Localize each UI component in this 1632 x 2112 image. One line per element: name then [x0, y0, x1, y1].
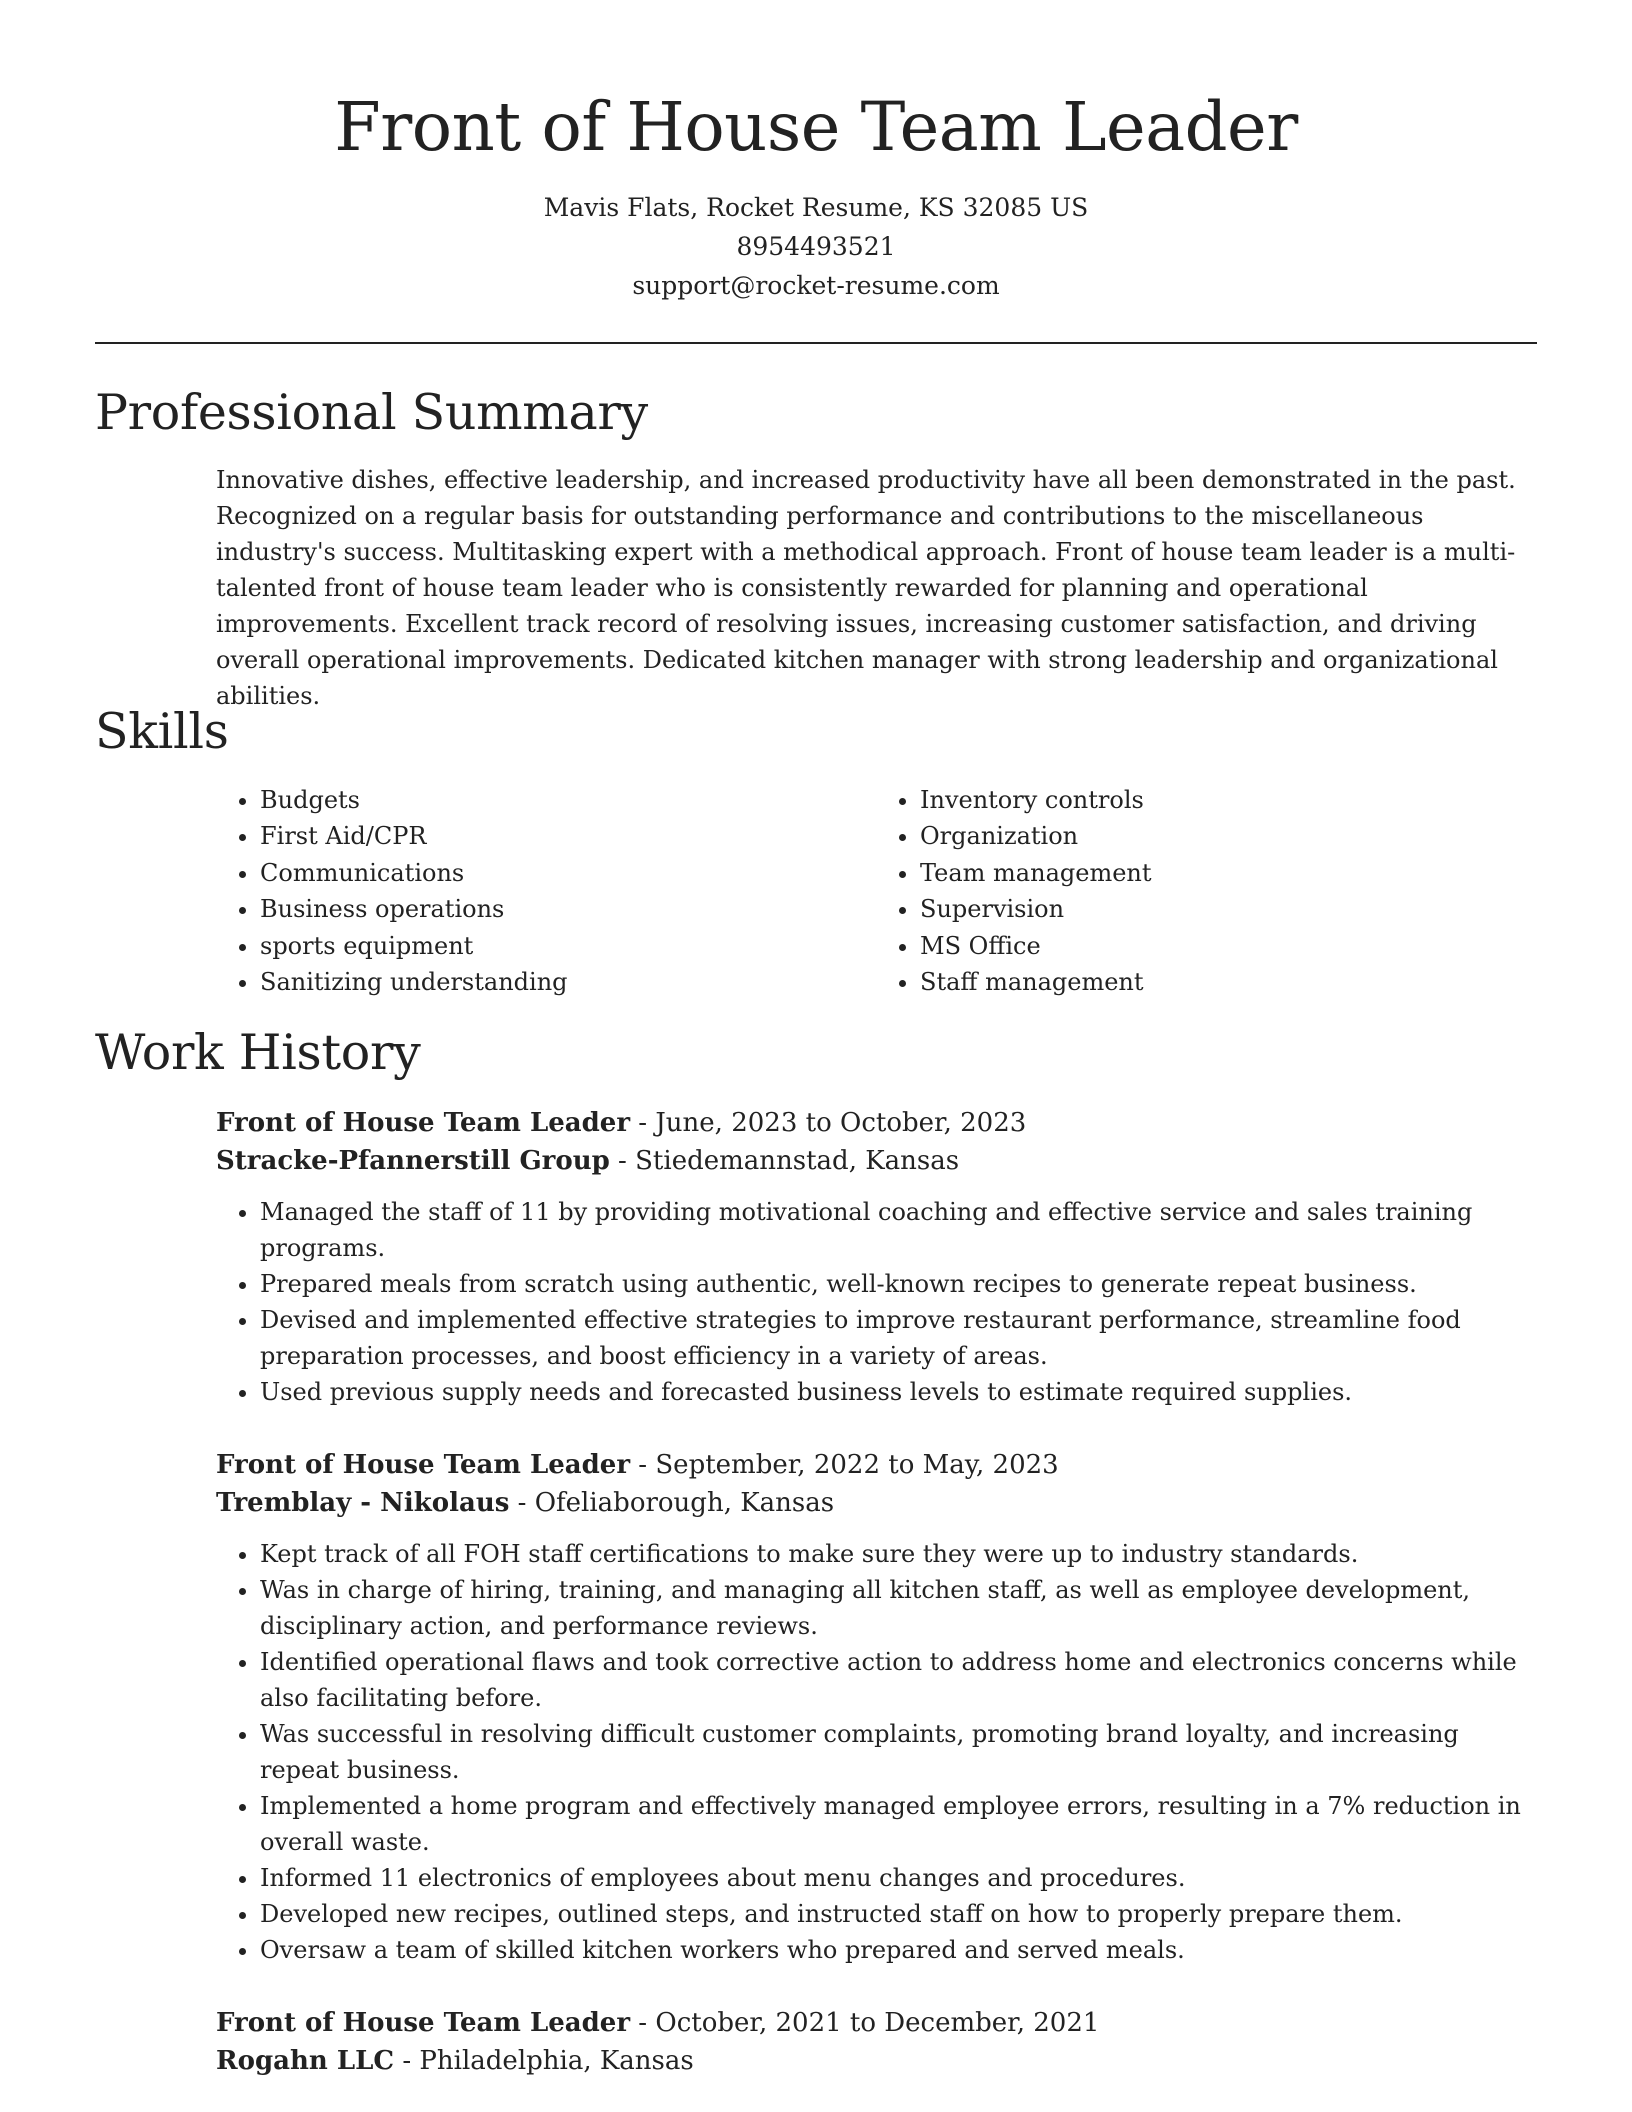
contact-info [0, 188, 1632, 305]
skills-column-left [216, 782, 876, 1000]
job-entry [216, 1446, 1542, 1968]
skill-item: • Supervision [920, 891, 1536, 927]
skill-item: • Organization [920, 818, 1536, 854]
job-bullet: • Prepared meals from scratch using authentic, well-known recipes to generate repeat business. [260, 1266, 1542, 1302]
job-bullet: • Informed 11 electronics of employees about menu changes and procedures. [260, 1860, 1542, 1896]
skill-item: • MS Office [920, 928, 1536, 964]
job-entry [216, 2004, 1542, 2080]
contact-phone: 8954493521 [736, 232, 896, 261]
skill-item: • Budgets [260, 782, 876, 818]
candidate-name: Front of House Team Leader [334, 88, 1298, 166]
job-dates: October, 2021 to December, 2021 [655, 2008, 1100, 2038]
job-location: Stiedemannstad, Kansas [635, 1146, 960, 1176]
job-bullet: • Was in charge of hiring, training, and managing all kitchen staff, as well as employee development, disciplinary action, and performance reviews. [260, 1572, 1542, 1644]
summary-heading: Professional Summary [95, 384, 648, 441]
work-history-heading: Work History [95, 1024, 421, 1081]
job-bullet: • Oversaw a team of skilled kitchen workers who prepared and served meals. [260, 1932, 1542, 1968]
job-bullets [216, 1194, 1542, 1410]
job-title: Front of House Team Leader [216, 2008, 631, 2038]
job-company: Stracke-Pfannerstill Group [216, 1146, 610, 1176]
job-dates: September, 2022 to May, 2023 [655, 1450, 1059, 1480]
job-title: Front of House Team Leader [216, 1450, 631, 1480]
skill-item: • Communications [260, 855, 876, 891]
job-title-line: Front of House Team Leader - September, 2022 to May, 2023 [216, 1450, 1059, 1480]
job-bullet: • Identified operational flaws and took corrective action to address home and electronics concerns while also facilitating before. [260, 1644, 1542, 1716]
job-bullet: • Kept track of all FOH staff certifications to make sure they were up to industry standards. [260, 1536, 1542, 1572]
job-location: Ofeliaborough, Kansas [534, 1488, 835, 1518]
job-company-line: Rogahn LLC - Philadelphia, Kansas [216, 2046, 694, 2076]
header-divider [95, 342, 1537, 344]
job-bullet: • Managed the staff of 11 by providing motivational coaching and effective service and sales training programs. [260, 1194, 1542, 1266]
skill-item: • sports equipment [260, 928, 876, 964]
skill-item: • Team management [920, 855, 1536, 891]
job-bullet: • Was successful in resolving difficult customer complaints, promoting brand loyalty, and increasing repeat business. [260, 1716, 1542, 1788]
job-title-line: Front of House Team Leader - October, 2021 to December, 2021 [216, 2008, 1100, 2038]
job-location: Philadelphia, Kansas [419, 2046, 694, 2076]
job-company-line: Tremblay - Nikolaus - Ofeliaborough, Kansas [216, 1488, 835, 1518]
job-bullet: • Devised and implemented effective strategies to improve restaurant performance, streamline food preparation processes, and boost efficiency in a variety of areas. [260, 1302, 1542, 1374]
skills-heading: Skills [95, 703, 229, 760]
skill-item: • Business operations [260, 891, 876, 927]
job-company: Rogahn LLC [216, 2046, 395, 2076]
job-bullet: • Developed new recipes, outlined steps, and instructed staff on how to properly prepare them. [260, 1896, 1542, 1932]
job-title-line: Front of House Team Leader - June, 2023 to October, 2023 [216, 1108, 1027, 1138]
contact-email: support@rocket-resume.com [632, 271, 1000, 300]
skills-column-right [876, 782, 1536, 1000]
job-bullets [216, 1536, 1542, 1968]
contact-address: Mavis Flats, Rocket Resume, KS 32085 US [543, 193, 1089, 222]
job-title: Front of House Team Leader [216, 1108, 631, 1138]
job-bullet: • Implemented a home program and effectively managed employee errors, resulting in a 7% reduction in overall waste. [260, 1788, 1542, 1860]
job-entry [216, 1104, 1542, 1410]
skills-list [216, 782, 1536, 1000]
job-bullet: • Used previous supply needs and forecasted business levels to estimate required supplies. [260, 1374, 1542, 1410]
job-company: Tremblay - Nikolaus [216, 1488, 510, 1518]
skill-item: • Staff management [920, 964, 1536, 1000]
summary-text: Innovative dishes, effective leadership, and increased productivity have all been demonstrated in the past. Recognized on a regular basis for outstanding performance and contributions to the miscellaneous industry's success. Multitasking expert with a methodical approach. Front of house team leader is a multi-talented front of house team leader who is consistently rewarded for planning and operational improvements. Excellent track record of resolving issues, increasing customer satisfaction, and driving overall operational improvements. Dedicated kitchen manager with strong leadership and organizational abilities. [216, 466, 1516, 710]
job-dates: June, 2023 to October, 2023 [655, 1108, 1027, 1138]
skill-item: • Inventory controls [920, 782, 1536, 818]
resume-header [0, 0, 1632, 305]
skill-item: • First Aid/CPR [260, 818, 876, 854]
skill-item: • Sanitizing understanding [260, 964, 876, 1000]
job-company-line: Stracke-Pfannerstill Group - Stiedemannstad, Kansas [216, 1146, 960, 1176]
